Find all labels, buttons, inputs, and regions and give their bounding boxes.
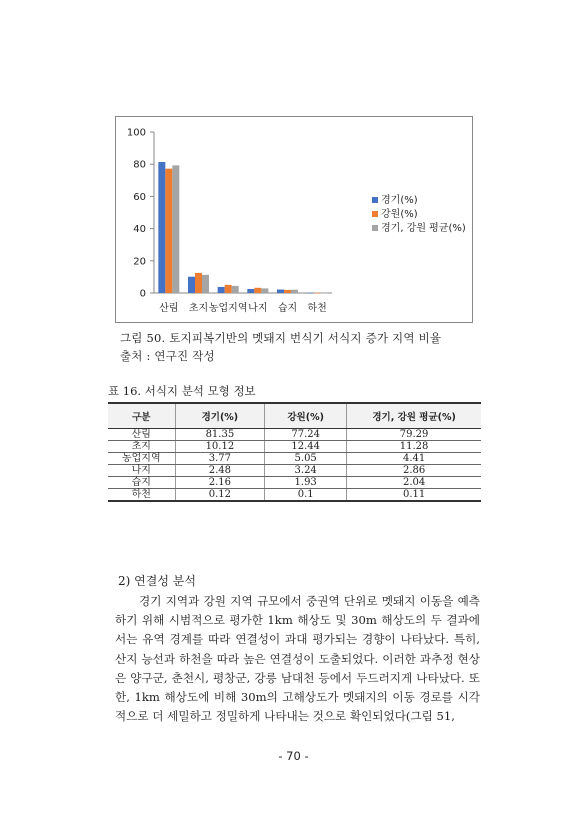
x-tick-label: 나지 [248, 303, 268, 314]
table-cell: 산림 [108, 429, 175, 441]
x-tick-label: 농업지역 [208, 303, 248, 314]
x-tick-label: 습지 [277, 303, 298, 314]
legend-label: 강원(%) [381, 209, 418, 220]
y-tick-label: 100 [126, 127, 146, 139]
y-tick-label: 0 [139, 288, 146, 300]
table-header-cell: 경기, 강원 평균(%) [347, 403, 481, 429]
table-cell: 0.12 [175, 489, 265, 502]
bar [277, 290, 284, 293]
bar [218, 287, 225, 293]
bar [261, 288, 268, 293]
table-cell: 3.24 [265, 465, 347, 477]
legend-swatch [372, 225, 378, 231]
bar [321, 293, 328, 294]
table-cell: 10.12 [175, 441, 265, 453]
figure-caption: 그림 50. 토지피복기반의 멧돼지 번식기 서식지 증가 지역 비율 [120, 331, 442, 345]
table-cell: 하천 [108, 489, 175, 502]
table-cell: 1.93 [265, 477, 347, 489]
y-tick-label: 80 [133, 159, 146, 171]
table-cell: 2.86 [347, 465, 481, 477]
legend-label: 경기, 강원 평균(%) [381, 223, 466, 234]
y-tick-label: 40 [133, 224, 146, 236]
legend-swatch [372, 197, 378, 203]
x-tick-label: 초지 [188, 303, 209, 314]
body-paragraph: 경기 지역과 강원 지역 규모에서 중권역 단위로 멧돼지 이동을 예측하기 위해 시범적으로 평가한 1km 해상도 및 30m 해상도의 두 결과에서는 유역 경계를 따라 연결성이 과대 평가되는 경향이 나타났다. 특히, 산지 능선과 하천을 따라 높은 연결성이 도출되었다. 이러한 과추정 현상은 양구군, 춘천시, 평창군, 강릉 남대천 등에서 두드러지게 나타났다. 또한, 1km 해상도에 비해 30m의 고해상도가 멧돼지의 이동 경로를 시각적으로 더 세밀하고 정밀하게 나타내는 것으로 확인되었다(그림 51, [115, 594, 480, 724]
table-cell: 11.28 [347, 441, 481, 453]
table-header-cell: 강원(%) [265, 403, 347, 429]
table-cell: 나지 [108, 465, 175, 477]
table-cell: 0.11 [347, 489, 481, 502]
legend-label: 경기(%) [381, 195, 418, 206]
bar [284, 290, 291, 293]
table-cell: 3.77 [175, 453, 265, 465]
y-tick-label: 20 [133, 256, 146, 268]
table-cell: 81.35 [175, 429, 265, 441]
section-heading: 2) 연결성 분석 [118, 574, 196, 588]
table-cell: 농업지역 [108, 453, 175, 465]
bar [202, 275, 209, 293]
table-row [108, 429, 481, 441]
data-table [108, 402, 481, 502]
table-title: 표 16. 서식지 분석 모형 정보 [108, 384, 256, 398]
y-tick-label: 60 [133, 191, 146, 203]
x-tick-label: 산림 [159, 303, 179, 314]
bar [307, 293, 314, 294]
figure-source: 출처 : 연구진 작성 [120, 349, 215, 363]
table-cell: 12.44 [265, 441, 347, 453]
bar [165, 169, 172, 293]
bar-chart [116, 117, 472, 322]
chart-frame [115, 116, 473, 323]
table-row [108, 453, 481, 465]
bar [158, 162, 165, 293]
table-cell: 0.1 [265, 489, 347, 502]
table-cell: 2.04 [347, 477, 481, 489]
bar [225, 285, 232, 293]
table-cell: 2.48 [175, 465, 265, 477]
table-cell: 초지 [108, 441, 175, 453]
bar [291, 290, 298, 293]
table-row [108, 477, 481, 489]
page-number: - 70 - [278, 749, 309, 763]
bar [247, 289, 254, 293]
bar [232, 286, 239, 293]
table-row [108, 441, 481, 453]
table-row [108, 489, 481, 502]
bar [195, 273, 202, 293]
table-cell: 79.29 [347, 429, 481, 441]
bar [314, 293, 321, 294]
table-cell: 5.05 [265, 453, 347, 465]
table-header-cell: 구분 [108, 403, 175, 429]
table-cell: 77.24 [265, 429, 347, 441]
table-cell: 4.41 [347, 453, 481, 465]
x-tick-label: 하천 [307, 303, 327, 314]
table-row [108, 465, 481, 477]
table-header-cell: 경기(%) [175, 403, 265, 429]
bar [188, 277, 195, 293]
table-cell: 습지 [108, 477, 175, 489]
bar [172, 165, 179, 293]
legend-swatch [372, 211, 378, 217]
table-header-row [108, 403, 481, 429]
table-cell: 2.16 [175, 477, 265, 489]
bar [254, 288, 261, 293]
